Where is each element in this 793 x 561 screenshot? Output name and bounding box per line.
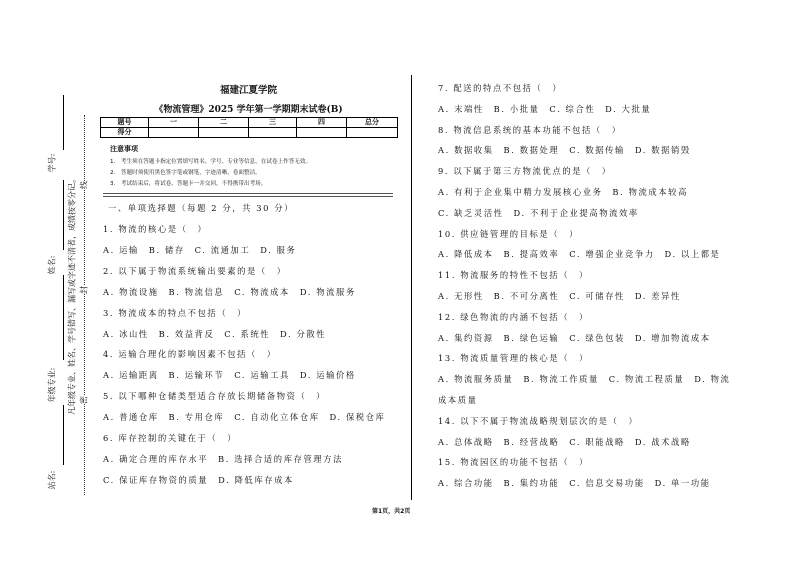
binding-warning: 凡年级专业、姓名、学号错写、漏写或字迹不清者，成绩按零分记。	[67, 175, 77, 415]
answer-options: A. 集约资源 B. 绿色运输 C. 绿色包装 D. 增加物流成本	[438, 332, 711, 343]
score-row-label: 得分	[101, 128, 149, 138]
answer-options: A. 综合功能 B. 集约功能 C. 信息交易功能 D. 单一功能	[438, 478, 711, 489]
note-item: 1. 考生须在答题卡指定位置填写姓名、学号、专业等信息，在试卷上作答无效。	[110, 159, 312, 165]
answer-options: A. 数据收集 B. 数据处理 C. 数据传输 D. 数据销毁	[438, 145, 691, 156]
question-text: 12. 绿色物流的内涵不包括（ ）	[438, 311, 589, 322]
answer-options: A. 运输距离 B. 运输环节 C. 运输工具 D. 运输价格	[103, 370, 356, 381]
score-header: 总分	[347, 118, 398, 128]
score-header: 题号	[101, 118, 149, 128]
seal-char-feng: 封	[79, 286, 89, 294]
grade-major-line	[63, 275, 64, 360]
question-text: 2. 以下属于物流系统输出要素的是（ ）	[103, 265, 287, 276]
student-id-label: 学号:	[47, 153, 57, 173]
answer-options: A. 物流服务质量 B. 物流工作质量 C. 物流工程质量 D. 物流	[438, 374, 731, 385]
site-label: 站名:	[47, 470, 57, 490]
note-item: 2. 答题时须使用黑色签字笔或钢笔，字迹清晰，卷面整洁。	[110, 170, 261, 176]
answer-options: 成本质量	[438, 395, 478, 405]
answer-options: C. 缺乏灵活性 D. 不利于企业提高物流效率	[438, 207, 639, 218]
answer-options: C. 保证库存物资的质量 D. 降低库存成本	[103, 474, 294, 485]
school-name: 福建江夏学院	[219, 85, 277, 96]
question-text: 10. 供应链管理的目标是（ ）	[438, 228, 579, 239]
question-text: 7. 配送的特点不包括（ ）	[438, 83, 563, 93]
name-label: 姓名:	[47, 255, 57, 275]
exam-title: 《物流管理》2025 学年第一学期期末试卷(B)	[154, 105, 343, 115]
name-line	[63, 180, 64, 250]
answer-options: A. 末端性 B. 小批量 C. 综合性 D. 大批量	[438, 103, 652, 114]
header-divider	[103, 193, 393, 197]
question-text: 8. 物流信息系统的基本功能不包括（ ）	[438, 124, 622, 135]
column-divider	[411, 75, 412, 500]
note-item: 3. 考试结束后，将试卷、答题卡一并交回，不得携带出考场。	[110, 181, 267, 187]
question-text: 1. 物流的核心是（ ）	[103, 224, 208, 234]
question-text: 14. 以下不属于物流战略规划层次的是（ ）	[438, 415, 639, 426]
answer-options: A. 冰山性 B. 效益背反 C. 系统性 D. 分散性	[103, 328, 327, 339]
score-header: 四	[297, 118, 347, 128]
score-table	[100, 117, 398, 138]
seal-char-mi: 密	[79, 396, 89, 404]
answer-options: A. 总体战略 B. 经营战略 C. 职能战略 D. 战术战略	[438, 436, 691, 447]
score-cell[interactable]	[249, 128, 297, 138]
grade-major-label: 年级专业:	[47, 367, 57, 403]
question-text: 4. 运输合理化的影响因素不包括（ ）	[103, 349, 277, 360]
score-cell[interactable]	[149, 128, 199, 138]
seal-dotted-line	[84, 115, 85, 495]
question-text: 15. 物流园区的功能不包括（ ）	[438, 457, 589, 468]
answer-options: A. 确定合理的库存水平 B. 选择合适的库存管理方法	[103, 453, 344, 464]
score-header: 一	[149, 118, 199, 128]
question-text: 6. 库存控制的关键在于（ ）	[103, 433, 238, 443]
score-cell[interactable]	[297, 128, 347, 138]
question-text: 11. 物流服务的特性不包括（ ）	[438, 270, 589, 281]
page-footer: 第1页，共2页	[372, 508, 411, 515]
seal-char-xian: 线	[79, 181, 89, 189]
score-cell[interactable]	[199, 128, 249, 138]
question-text: 9. 以下属于第三方物流优点的是（ ）	[438, 166, 612, 177]
score-cell[interactable]	[347, 128, 398, 138]
score-header: 三	[249, 118, 297, 128]
answer-options: A. 有利于企业集中精力发展核心业务 B. 物流成本较高	[438, 187, 688, 197]
site-line	[63, 405, 64, 465]
question-text: 5. 以下哪种仓储类型适合存放长期储备物资（ ）	[103, 391, 327, 402]
answer-options: A. 运输 B. 储存 C. 流通加工 D. 服务	[103, 244, 297, 255]
answer-options: A. 普通仓库 B. 专用仓库 C. 自动化立体仓库 D. 保税仓库	[103, 412, 386, 423]
notes-title: 注意事项	[110, 145, 138, 153]
question-text: 13. 物流质量管理的核心是（ ）	[438, 353, 589, 364]
section-title: 一、单项选择题（每题 2 分，共 30 分）	[108, 203, 295, 213]
answer-options: A. 物流设施 B. 物流信息 C. 物流成本 D. 物流服务	[103, 286, 356, 297]
answer-options: A. 降低成本 B. 提高效率 C. 增强企业竞争力 D. 以上都是	[438, 249, 721, 260]
question-text: 3. 物流成本的特点不包括（ ）	[103, 307, 248, 318]
score-header: 二	[199, 118, 249, 128]
answer-options: A. 无形性 B. 不可分离性 C. 可储存性 D. 差异性	[438, 291, 681, 301]
